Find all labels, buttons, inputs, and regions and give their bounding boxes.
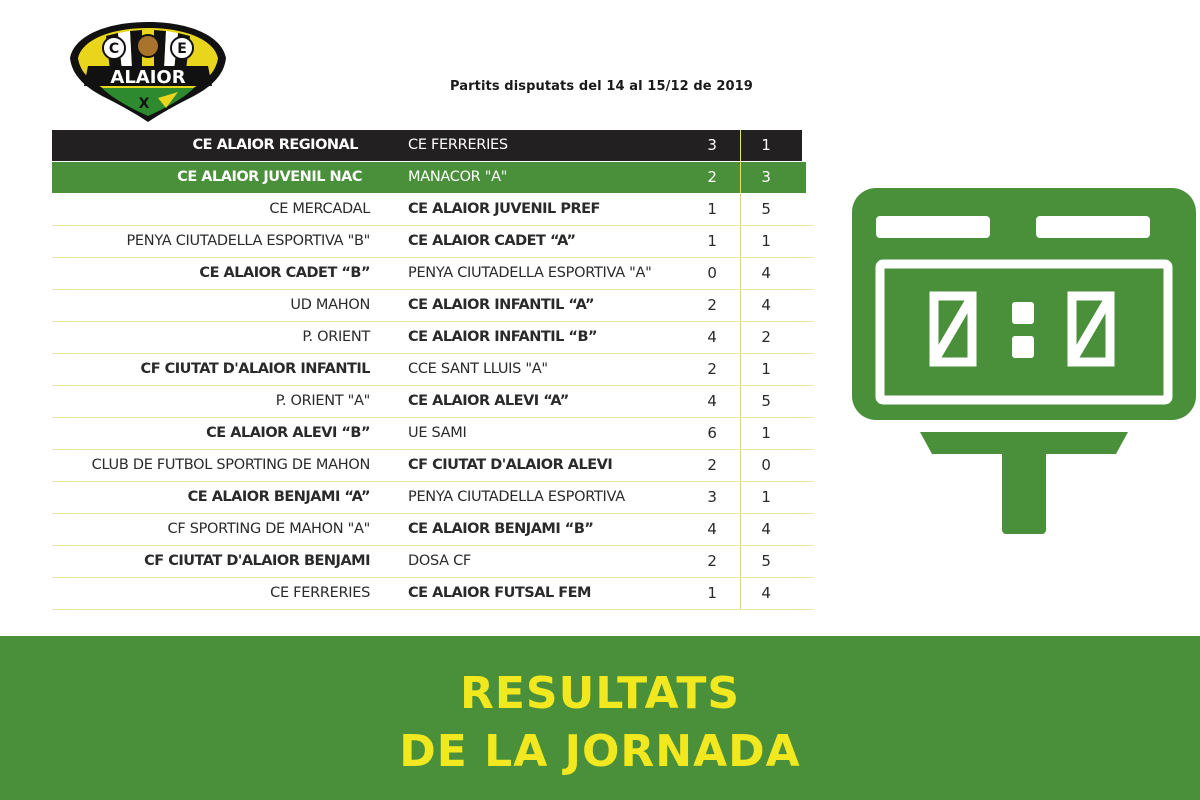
crest-text: ALAIOR [110,67,186,88]
home-team: CE ALAIOR REGIONAL [192,137,358,153]
away-score: 1 [761,136,771,154]
away-team: DOSA CF [408,553,471,569]
home-team: UD MAHON [290,297,370,313]
svg-text:X: X [138,96,150,112]
home-team: P. ORIENT "A" [275,393,370,409]
away-team: CE ALAIOR FUTSAL FEM [408,585,591,601]
away-score: 1 [761,488,771,506]
away-score: 4 [761,264,771,282]
away-team: CE ALAIOR JUVENIL PREF [408,201,600,217]
away-team: CE ALAIOR INFANTIL “B” [408,329,598,345]
home-score: 2 [707,296,717,314]
crest-letter-e: E [177,41,187,57]
away-score: 1 [761,232,771,250]
club-crest-icon [66,18,230,126]
home-score: 0 [707,264,717,282]
score-divider [740,514,741,545]
result-row [52,226,814,258]
away-score: 5 [761,200,771,218]
home-team: P. ORIENT [302,329,370,345]
home-score: 6 [707,424,717,442]
home-score: 4 [707,520,717,538]
away-team: PENYA CIUTADELLA ESPORTIVA [408,489,625,505]
score-divider [740,290,741,321]
away-score: 1 [761,360,771,378]
away-score: 2 [761,328,771,346]
away-team: CE ALAIOR BENJAMI “B” [408,521,594,537]
home-score: 1 [707,232,717,250]
away-score: 5 [761,552,771,570]
away-team: CF CIUTAT D'ALAIOR ALEVI [408,457,613,473]
away-team: UE SAMI [408,425,467,441]
result-row [52,130,802,162]
home-team: CF SPORTING DE MAHON "A" [167,521,370,537]
away-score: 4 [761,520,771,538]
home-score: 2 [707,552,717,570]
score-divider [740,386,741,417]
result-row [52,194,814,226]
score-divider [740,322,741,353]
away-team: CE ALAIOR CADET “A” [408,233,576,249]
result-row [52,546,814,578]
result-row [52,354,814,386]
away-score: 1 [761,424,771,442]
away-team: CE ALAIOR INFANTIL “A” [408,297,594,313]
home-team: CF CIUTAT D'ALAIOR BENJAMI [144,553,370,569]
home-score: 2 [707,456,717,474]
bottom-banner [0,636,1200,800]
score-divider [740,546,741,577]
result-row [52,386,814,418]
result-row [52,322,814,354]
score-divider [740,130,741,161]
score-divider [740,162,741,193]
away-team: CE ALAIOR ALEVI “A” [408,393,569,409]
home-score: 2 [707,168,717,186]
score-divider [740,194,741,225]
away-score: 4 [761,296,771,314]
away-team: CCE SANT LLUIS "A" [408,361,548,377]
away-team: MANACOR "A" [408,169,508,185]
score-divider [740,418,741,449]
home-team: CE FERRERIES [270,585,370,601]
away-team: PENYA CIUTADELLA ESPORTIVA "A" [408,265,652,281]
home-team: CE ALAIOR ALEVI “B” [206,425,370,441]
result-row [52,482,814,514]
home-team: CE ALAIOR JUVENIL NAC [177,169,362,185]
away-score: 4 [761,584,771,602]
home-team: CE MERCADAL [269,201,370,217]
result-row [52,514,814,546]
home-team: CF CIUTAT D'ALAIOR INFANTIL [140,361,370,377]
result-row [52,258,814,290]
home-team: CLUB DE FUTBOL SPORTING DE MAHON [91,457,370,473]
banner-title-line-2: DE LA JORNADA [399,726,801,777]
home-team: PENYA CIUTADELLA ESPORTIVA "B" [126,233,370,249]
away-score: 0 [761,456,771,474]
score-divider [740,258,741,289]
home-score: 4 [707,392,717,410]
home-team: CE ALAIOR BENJAMI “A” [187,489,370,505]
score-divider [740,354,741,385]
result-row [52,418,814,450]
score-divider [740,450,741,481]
result-row [52,578,814,610]
result-row [52,450,814,482]
score-divider [740,226,741,257]
banner-title-line-1: RESULTATS [459,668,741,719]
home-score: 4 [707,328,717,346]
result-row [52,290,814,322]
home-team: CE ALAIOR CADET “B” [199,265,370,281]
home-score: 1 [707,200,717,218]
score-divider [740,482,741,513]
home-score: 1 [707,584,717,602]
away-team: CE FERRERIES [408,137,508,153]
crest-letter-c: C [108,41,120,57]
away-score: 3 [761,168,771,186]
home-score: 3 [707,136,717,154]
match-dates-subtitle: Partits disputats del 14 al 15/12 de 2019 [450,79,753,94]
home-score: 3 [707,488,717,506]
home-score: 2 [707,360,717,378]
away-score: 5 [761,392,771,410]
result-row [52,162,806,194]
score-divider [740,578,741,609]
results-table [52,130,814,610]
scoreboard-icon [852,188,1196,536]
